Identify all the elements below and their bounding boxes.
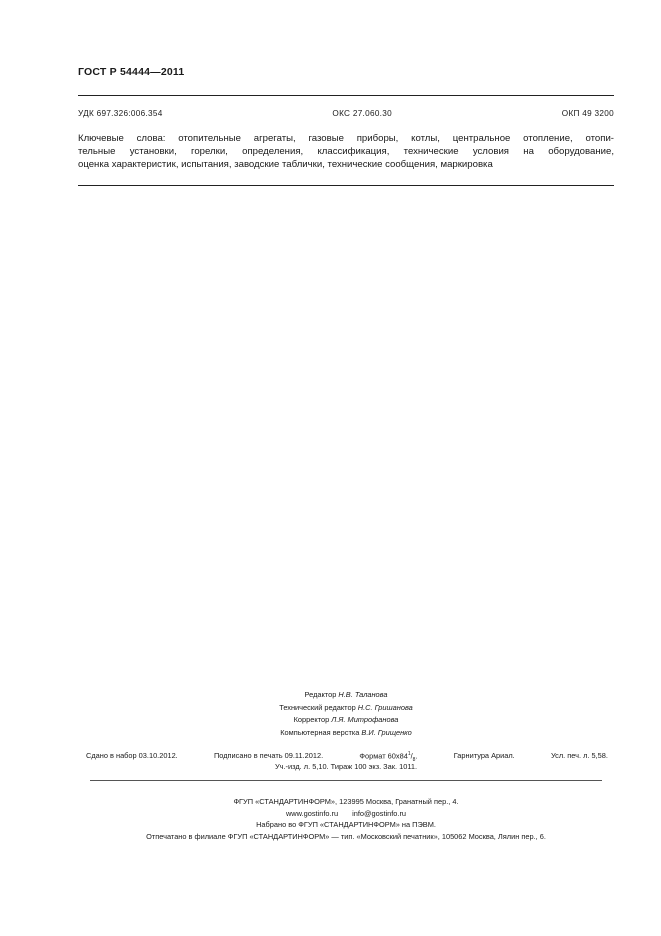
publication-run: Уч.-изд. л. 5,10. Тираж 100 экз. Зак. 1011.	[274, 762, 418, 771]
keywords-line: оценка характеристик, испытания, заводские таблички, технические сообщения, маркировка	[78, 159, 493, 170]
credit-name: В.И. Грищенко	[361, 727, 412, 737]
credit-layout	[78, 727, 614, 740]
keywords-paragraph	[78, 132, 614, 171]
publisher-contacts	[78, 808, 614, 820]
format-numerator: 1	[407, 751, 411, 757]
credit-name: Н.С. Гришанова	[357, 702, 413, 712]
credit-role: Корректор	[293, 715, 330, 724]
format-text: Формат 60x84	[359, 751, 408, 761]
website-link[interactable]: www.gostinfo.ru	[285, 808, 339, 818]
credit-editor	[78, 689, 614, 702]
credit-role: Компьютерная верстка	[280, 727, 360, 737]
imprint	[78, 796, 614, 842]
typeset-note: Набрано во ФГУП «СТАНДАРТИНФОРМ» на ПЭВМ.	[256, 820, 436, 829]
oks-code: ОКС 27.060.30	[332, 109, 392, 118]
credit-name: Н.В. Таланова	[338, 690, 388, 699]
publisher-address: ФГУП «СТАНДАРТИНФОРМ», 123995 Москва, Гранатный пер., 4.	[233, 797, 459, 806]
okp-code: ОКП 49 3200	[561, 109, 614, 118]
credit-proofreader	[78, 714, 614, 727]
credit-tech-editor	[78, 702, 614, 715]
format-suffix: .	[415, 751, 418, 761]
imprint-divider	[90, 780, 602, 781]
signed-date: Подписано в печать 09.11.2012.	[213, 751, 324, 760]
format-denominator: 8	[412, 756, 416, 763]
paper-format: Формат $60x84^1/_8$.	[359, 751, 418, 763]
document-title: ГОСТ Р 54444—2011	[78, 66, 185, 78]
top-divider	[78, 95, 614, 96]
submitted-date: Сдано в набор 03.10.2012.	[86, 751, 178, 760]
udk-code: УДК 697.326:006.354	[78, 109, 163, 118]
bottom-divider	[78, 185, 614, 186]
email-link[interactable]: info@gostinfo.ru	[352, 808, 407, 818]
print-sheets: Усл. печ. л. 5,58.	[550, 751, 608, 760]
keywords-line: тельные установки, горелки, определения, классификация, технические условия на оборудование,	[78, 146, 614, 157]
keywords-line: Ключевые слова: отопительные агрегаты, газовые приборы, котлы, центральное отопление, отопи-	[78, 133, 614, 144]
credit-role: Технический редактор	[279, 702, 356, 712]
credit-name: Л.Я. Митрофанова	[331, 715, 399, 724]
typeface: Гарнитура Ариал.	[453, 751, 515, 760]
classification-codes	[78, 109, 614, 118]
printed-note: Отпечатано в филиале ФГУП «СТАНДАРТИНФОРМ» — тип. «Московский печатник», 105062 Москва, Лялин пер., 6.	[146, 831, 546, 841]
editorial-credits	[78, 689, 614, 739]
credit-role: Редактор	[304, 690, 337, 699]
